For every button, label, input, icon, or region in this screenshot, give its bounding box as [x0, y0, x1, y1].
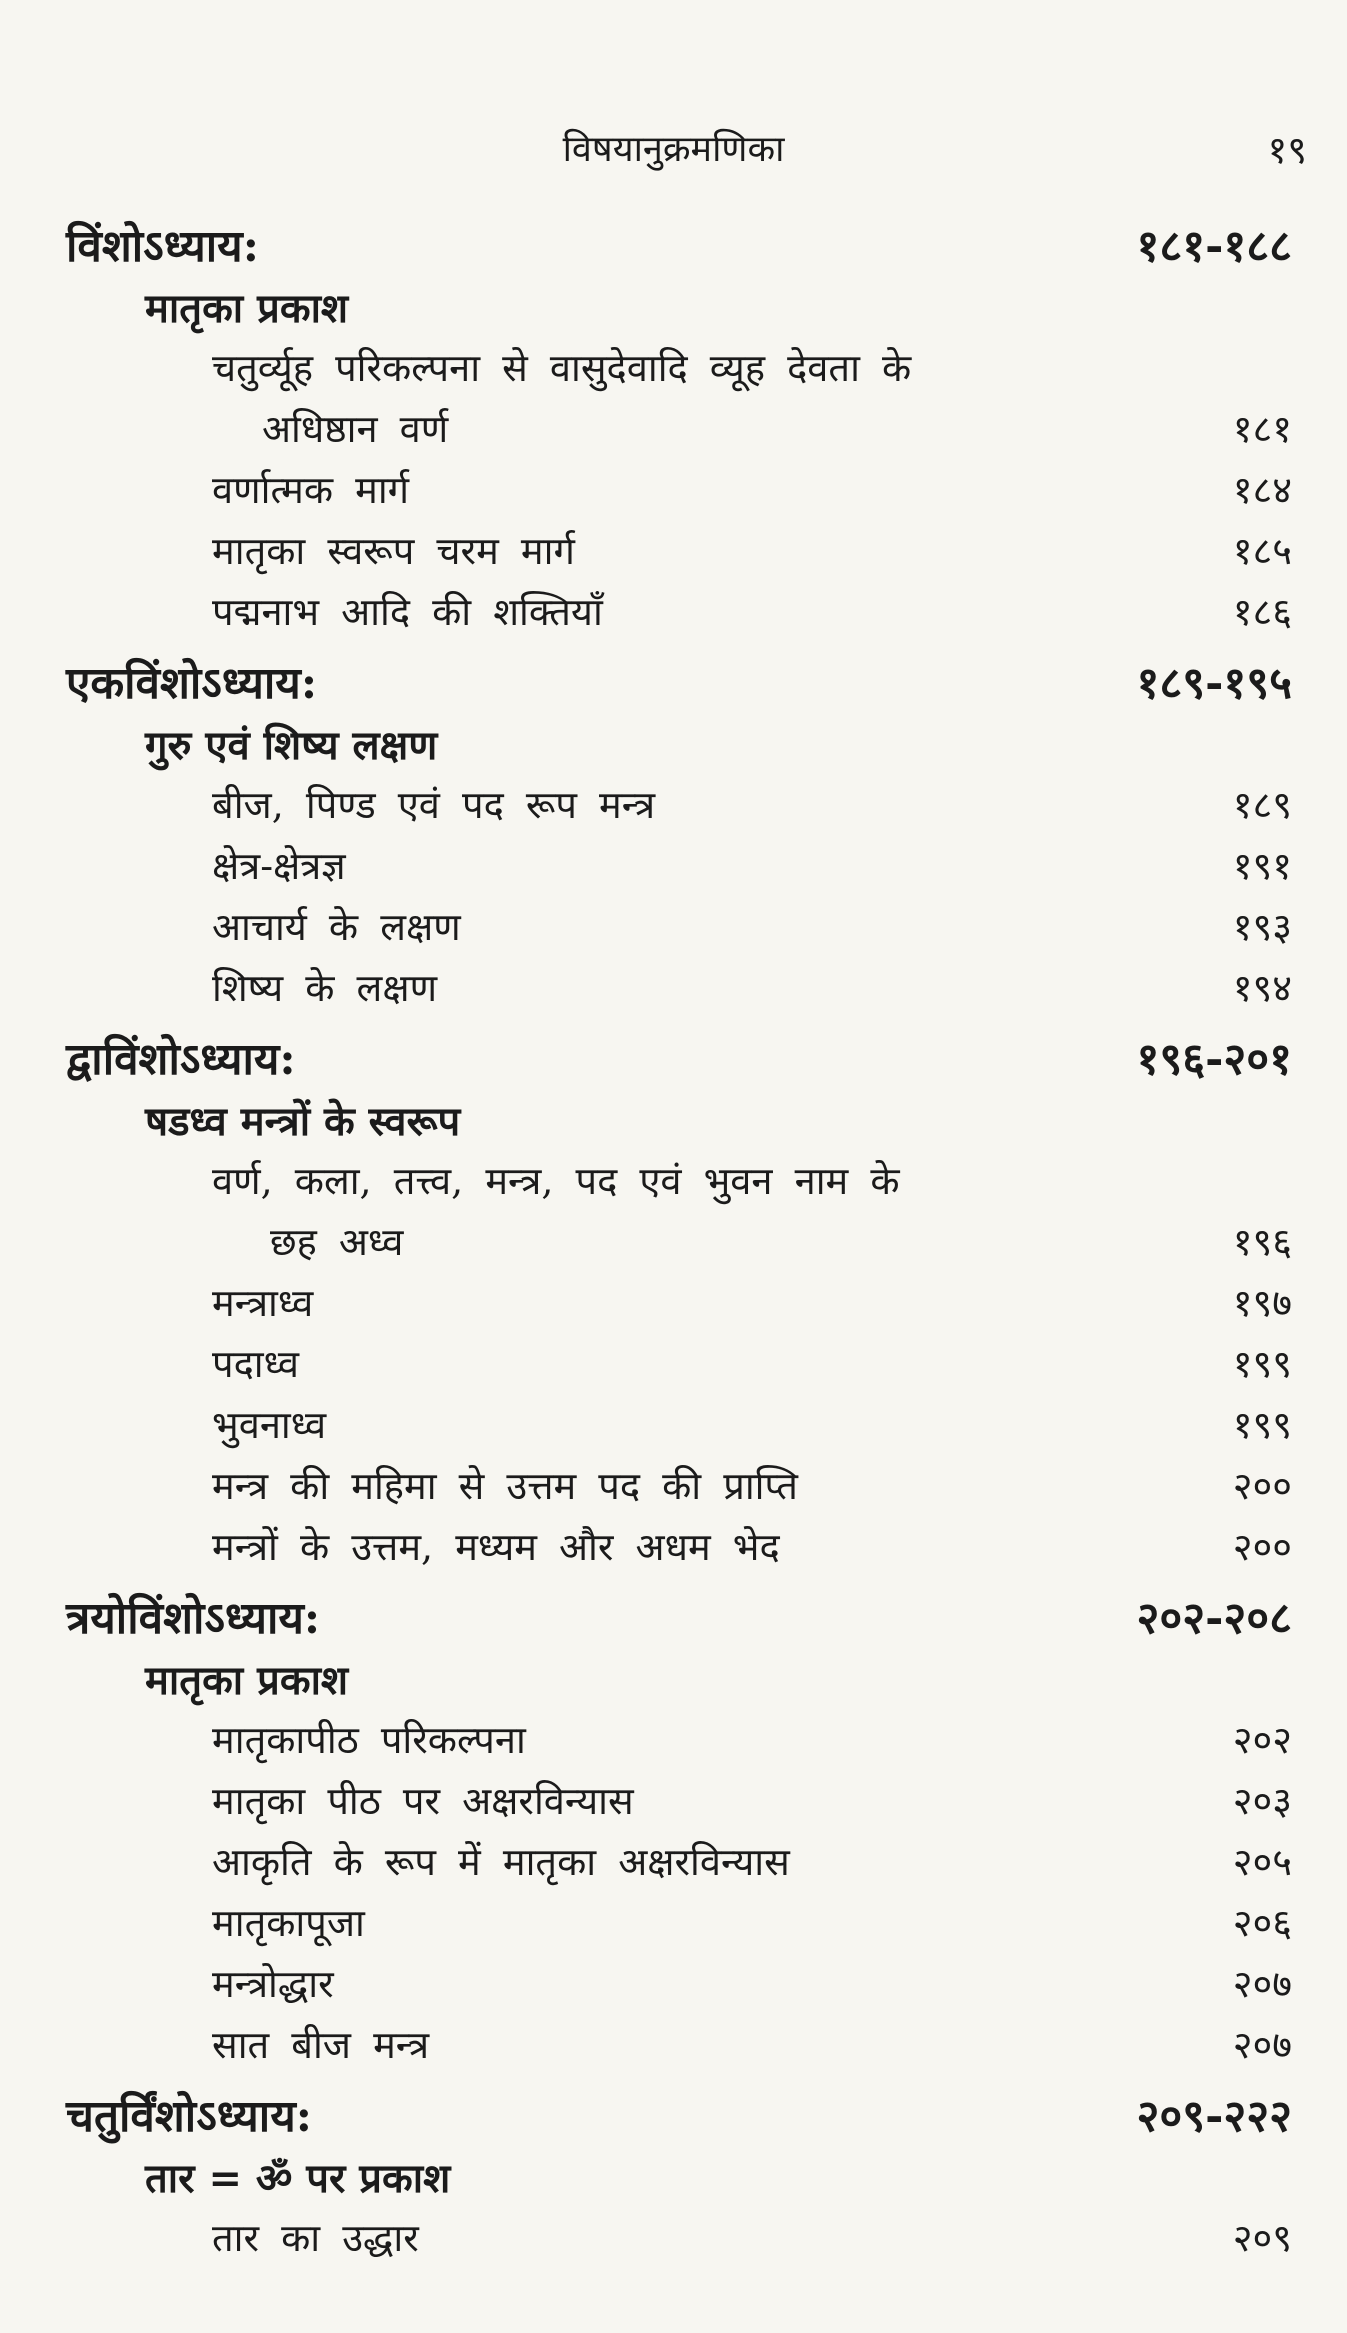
- toc-entry: [0, 520, 1347, 581]
- chapter-heading: [0, 1018, 1347, 1088]
- entry-page: १९६: [1232, 1220, 1292, 1264]
- chapter-heading: [0, 2075, 1347, 2145]
- entry-page: २०३: [1232, 1779, 1292, 1823]
- entry-page: १८६: [1232, 590, 1292, 634]
- toc-entry: [0, 1831, 1347, 1892]
- entry-text: मातृकापीठ परिकल्पना: [212, 1718, 526, 1762]
- entry-text: पदाध्व: [212, 1342, 300, 1386]
- entry-text: मन्त्र की महिमा से उत्तम पद की प्राप्ति: [212, 1464, 798, 1508]
- entry-text: मातृकापूजा: [212, 1901, 365, 1945]
- entry-text: वर्ण, कला, तत्त्व, मन्त्र, पद एवं भुवन नाम के: [212, 1159, 900, 1203]
- toc-entry: [0, 896, 1347, 957]
- entry-page: २००: [1232, 1464, 1292, 1508]
- chapter-page-range: १९६-२०१: [1136, 1034, 1292, 1085]
- toc-entry: [0, 1455, 1347, 1516]
- entry-page: १८४: [1232, 468, 1292, 512]
- entry-page: २०७: [1232, 2023, 1292, 2067]
- section-heading: [0, 712, 1347, 774]
- toc-entry: [0, 1272, 1347, 1333]
- toc-entry: [0, 1892, 1347, 1953]
- section-name: गुरु एवं शिष्य लक्षण: [145, 722, 438, 769]
- entry-page: २०५: [1232, 1840, 1292, 1884]
- toc-entry: [0, 835, 1347, 896]
- chapter-page-range: २०९-२२२: [1136, 2091, 1292, 2142]
- entry-text: मन्त्राध्व: [212, 1281, 314, 1325]
- entry-page: १९४: [1232, 966, 1292, 1010]
- toc-entry: [0, 1516, 1347, 1577]
- chapter-name: एकविंशोऽध्याय:: [66, 658, 318, 709]
- page-number: १९: [1267, 128, 1307, 172]
- section-heading: [0, 2145, 1347, 2207]
- toc-entry: [0, 2207, 1347, 2268]
- section-heading: [0, 1088, 1347, 1150]
- section-name: मातृका प्रकाश: [145, 1657, 349, 1704]
- chapter-page-range: २०२-२०८: [1136, 1593, 1292, 1644]
- entry-text: तार का उद्धार: [212, 2216, 419, 2260]
- entry-text: मातृका स्वरूप चरम मार्ग: [212, 529, 575, 573]
- entry-page: १९७: [1232, 1281, 1292, 1325]
- entry-text: बीज, पिण्ड एवं पद रूप मन्त्र: [212, 783, 656, 827]
- toc-entry: [0, 337, 1347, 398]
- entry-text: छह अध्व: [270, 1220, 404, 1264]
- chapter-heading: [0, 642, 1347, 712]
- chapter-page-range: १८१-१८८: [1136, 221, 1292, 272]
- toc-entry: [0, 459, 1347, 520]
- toc-entry: [0, 398, 1347, 459]
- toc-entry: [0, 1770, 1347, 1831]
- chapter-heading: [0, 205, 1347, 275]
- entry-text: आकृति के रूप में मातृका अक्षरविन्यास: [212, 1840, 790, 1884]
- section-heading: [0, 275, 1347, 337]
- entry-page: २०७: [1232, 1962, 1292, 2006]
- entry-text: अधिष्ठान वर्ण: [262, 407, 449, 451]
- section-name: षडध्व मन्त्रों के स्वरूप: [145, 1098, 461, 1145]
- entry-page: २०६: [1232, 1901, 1292, 1945]
- section-heading: [0, 1647, 1347, 1709]
- entry-text: आचार्य के लक्षण: [212, 905, 461, 949]
- chapter-name: चतुर्विंशोऽध्याय:: [66, 2091, 312, 2142]
- table-of-contents: [0, 205, 1347, 2268]
- entry-text: क्षेत्र-क्षेत्रज्ञ: [212, 844, 346, 888]
- entry-text: शिष्य के लक्षण: [212, 966, 438, 1010]
- toc-entry: [0, 1211, 1347, 1272]
- entry-page: २०२: [1232, 1718, 1292, 1762]
- chapter-name: विंशोऽध्याय:: [66, 221, 259, 272]
- entry-text: मातृका पीठ पर अक्षरविन्यास: [212, 1779, 634, 1823]
- toc-entry: [0, 1333, 1347, 1394]
- chapter-page-range: १८९-१९५: [1136, 658, 1292, 709]
- chapter-heading: [0, 1577, 1347, 1647]
- entry-page: २००: [1232, 1525, 1292, 1569]
- entry-text: पद्मनाभ आदि की शक्तियाँ: [212, 590, 603, 634]
- entry-text: वर्णात्मक मार्ग: [212, 468, 410, 512]
- entry-text: मन्त्रोद्धार: [212, 1962, 334, 2006]
- entry-page: १९३: [1232, 905, 1292, 949]
- entry-page: १९१: [1232, 844, 1292, 888]
- entry-text: सात बीज मन्त्र: [212, 2023, 430, 2067]
- toc-entry: [0, 1709, 1347, 1770]
- section-name: मातृका प्रकाश: [145, 285, 349, 332]
- entry-page: १८९: [1232, 783, 1292, 827]
- toc-entry: [0, 1953, 1347, 2014]
- entry-page: १८१: [1232, 407, 1292, 451]
- entry-text: भुवनाध्व: [212, 1403, 327, 1447]
- toc-entry: [0, 1394, 1347, 1455]
- toc-entry: [0, 2014, 1347, 2075]
- running-header-title: विषयानुक्रमणिका: [562, 129, 785, 170]
- entry-page: १८५: [1232, 529, 1292, 573]
- entry-page: २०९: [1232, 2216, 1292, 2260]
- entry-text: चतुर्व्यूह परिकल्पना से वासुदेवादि व्यूह देवता के: [212, 346, 912, 390]
- entry-text: मन्त्रों के उत्तम, मध्यम और अधम भेद: [212, 1525, 780, 1569]
- section-name: तार = ॐ पर प्रकाश: [145, 2155, 451, 2202]
- entry-page: १९९: [1232, 1342, 1292, 1386]
- toc-entry: [0, 1150, 1347, 1211]
- toc-entry: [0, 774, 1347, 835]
- toc-entry: [0, 957, 1347, 1018]
- entry-page: १९९: [1232, 1403, 1292, 1447]
- chapter-name: द्वाविंशोऽध्याय:: [66, 1034, 296, 1085]
- toc-entry: [0, 581, 1347, 642]
- chapter-name: त्रयोविंशोऽध्याय:: [66, 1593, 321, 1644]
